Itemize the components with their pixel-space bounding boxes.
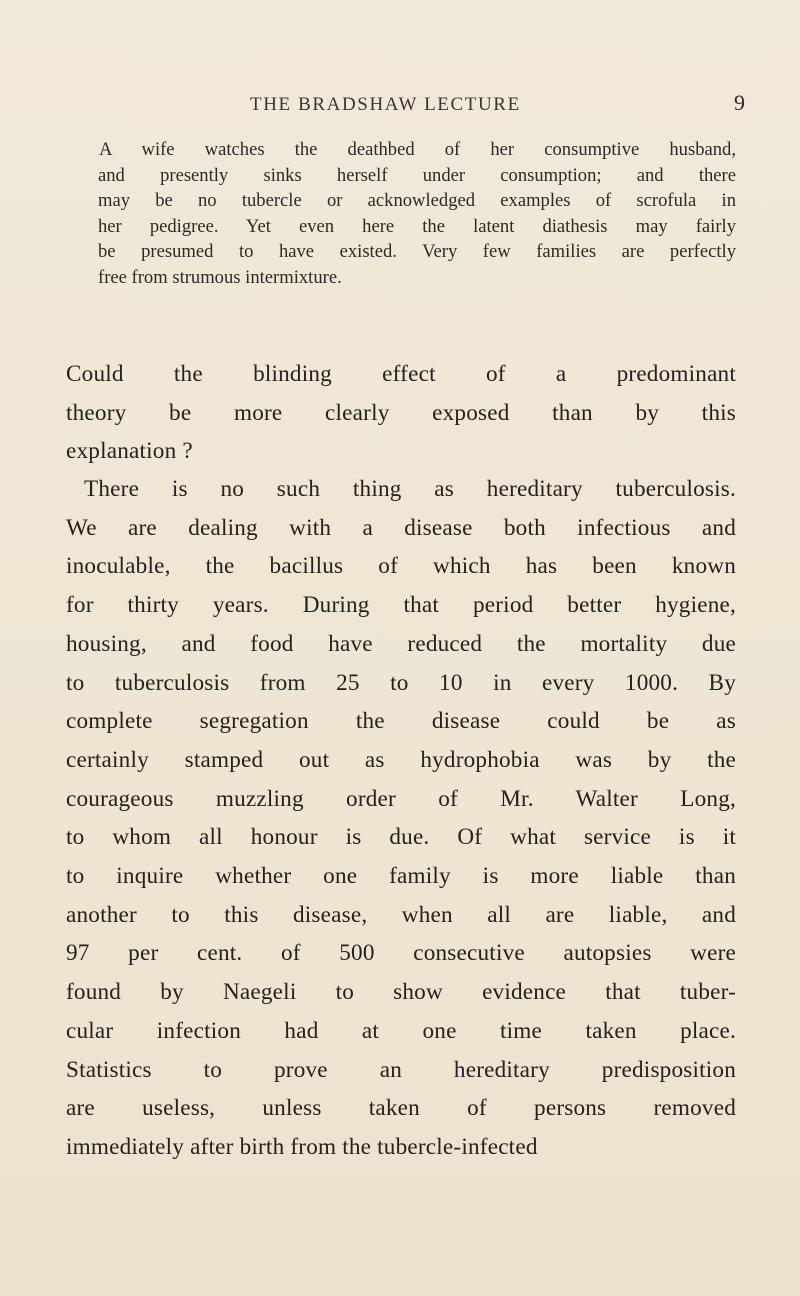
text-line: be presumed to have existed. Very few families are perfectly (98, 241, 736, 263)
text-line: explanation ? (66, 438, 193, 465)
text-line: for thirty years. During that period better hygiene, (66, 592, 736, 619)
text-line: may be no tubercle or acknowledged examples of scrofula in (98, 190, 736, 212)
text-line: courageous muzzling order of Mr. Walter Long, (66, 785, 736, 812)
text-line: 97 per cent. of 500 consecutive autopsies were (66, 940, 736, 967)
text-line: are useless, unless taken of persons removed (66, 1095, 736, 1122)
text-line: We are dealing with a disease both infectious and (66, 514, 736, 541)
text-line: Could the blinding effect of a predominant (66, 361, 736, 387)
text-line: There is no such thing as hereditary tuberculosis. (84, 476, 736, 502)
text-line: cular infection had at one time taken place. (66, 1017, 736, 1044)
text-line: found by Naegeli to show evidence that tuber- (66, 979, 736, 1006)
text-line: and presently sinks herself under consumption; and there (98, 164, 736, 186)
text-line: to tuberculosis from 25 to 10 in every 1000. By (66, 669, 736, 696)
body-paragraph-main (66, 470, 736, 1167)
text-line: complete segregation the disease could be as (66, 708, 736, 735)
text-line: A wife watches the deathbed of her consumptive husband, (99, 139, 736, 160)
text-line: to inquire whether one family is more liable than (66, 863, 736, 890)
quoted-paragraph (98, 137, 736, 291)
text-line: immediately after birth from the tubercle-infected (66, 1133, 538, 1160)
running-head: THE BRADSHAW LECTURE (250, 94, 521, 115)
text-line: Statistics to prove an hereditary predisposition (66, 1056, 736, 1083)
text-line: certainly stamped out as hydrophobia was by the (66, 746, 736, 773)
text-line: housing, and food have reduced the mortality due (66, 630, 736, 657)
body-paragraph-question (66, 355, 736, 471)
text-line: another to this disease, when all are liable, and (66, 901, 736, 928)
page-number: 9 (734, 90, 745, 115)
text-line: free from strumous intermixture. (98, 266, 342, 288)
text-line: inoculable, the bacillus of which has been known (66, 553, 736, 580)
text-line: to whom all honour is due. Of what service is it (66, 824, 736, 851)
text-line: her pedigree. Yet even here the latent diathesis may fairly (98, 215, 736, 237)
text-line: theory be more clearly exposed than by this (66, 399, 736, 426)
